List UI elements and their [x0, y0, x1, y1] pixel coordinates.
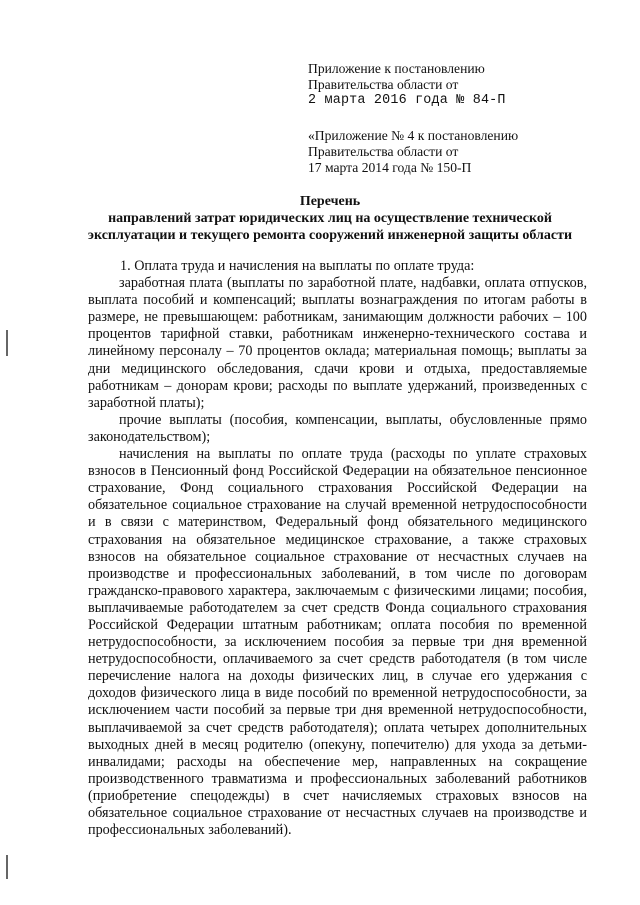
title-subtitle-line2: эксплуатации и текущего ремонта сооружений инженерной защиты области [87, 228, 573, 243]
appendix-header-current [308, 61, 608, 109]
appendix-current-line2: Правительства области от [308, 77, 459, 92]
title-heading: Перечень [299, 194, 361, 209]
paragraph-other-payments: прочие выплаты (пособия, компенсации, выплаты, обусловленные прямо законодательством); [88, 411, 587, 445]
appendix-header-original [308, 128, 608, 176]
title-subtitle-line1: направлений затрат юридических лиц на осуществление технической [108, 211, 552, 226]
paragraph-wages: заработная плата (выплаты по заработной плате, надбавки, оплата отпусков, выплата пособий и компенсаций; выплаты вознаграждения по итогам работы в размере, не превышающем: работникам, занимающим должности рабочих – 100 процентов тарифной ставки, работникам инженерно-технического состава и линейному персоналу – 70 процентов оклада; материальная помощь; выплаты за дни медицинского обследования, сдачи крови и отдыха, предоставляемые работникам – донорам крови; расходы по выплате удержаний, произведенных с заработной платы); [88, 275, 587, 411]
appendix-original-line3: 17 марта 2014 года № 150-П [308, 160, 472, 175]
appendix-current-line3: 2 марта 2016 года № 84-П [308, 93, 506, 108]
scan-edge-mark [6, 855, 8, 879]
section-1-heading: 1. Оплата труда и начисления на выплаты по оплате труда: [120, 258, 475, 274]
document-body [88, 258, 587, 839]
document-title [60, 193, 600, 244]
paragraph-payroll-charges: начисления на выплаты по оплате труда (расходы по уплате страховых взносов в Пенсионный фонд Российской Федерации на обязательное пенсионное страхование, Фонд социального страхования Российской Федерации на обязательное социальное страхование на случай временной нетрудоспособности и в связи с материнством, Федеральный фонд обязательного медицинского страхования на обязательное медицинское страхование, а также страховых взносов на обязательное социальное страхование от несчастных случаев на производстве и профессиональных заболеваний, в том числе по договорам гражданско-правового характера, заключаемым с физическими лицами; пособия, выплачиваемые работодателем за счет средств Фонда социального страхования Российской Федерации штатным работникам; оплата пособия по временной нетрудоспособности, за исключением пособия за первые три дня временной нетрудоспособности, оплачиваемого за счет средств работодателя (в том числе перечисление налога на доходы физических лиц, в случае его удержания с доходов физического лица в виде пособий по временной нетрудоспособности, за исключением части пособий за первые три дня временной нетрудоспособности, выплачиваемой за счет средств работодателя); оплата четырех дополнительных выходных дней в месяц родителю (опекуну, попечителю) для ухода за детьми-инвалидами; расходы на обеспечение мер, направленных на сокращение производственного травматизма и профессиональных заболеваний работников (приобретение спецодежды) в счет начисляемых страховых взносов на обязательное социальное страхование от несчастных случаев на производстве и профессиональных заболеваний). [88, 446, 587, 839]
appendix-current-line1: Приложение к постановлению [308, 61, 485, 76]
appendix-original-line2: Правительства области от [308, 144, 459, 159]
scan-edge-mark [6, 330, 8, 356]
appendix-original-line1: «Приложение № 4 к постановлению [308, 128, 519, 143]
